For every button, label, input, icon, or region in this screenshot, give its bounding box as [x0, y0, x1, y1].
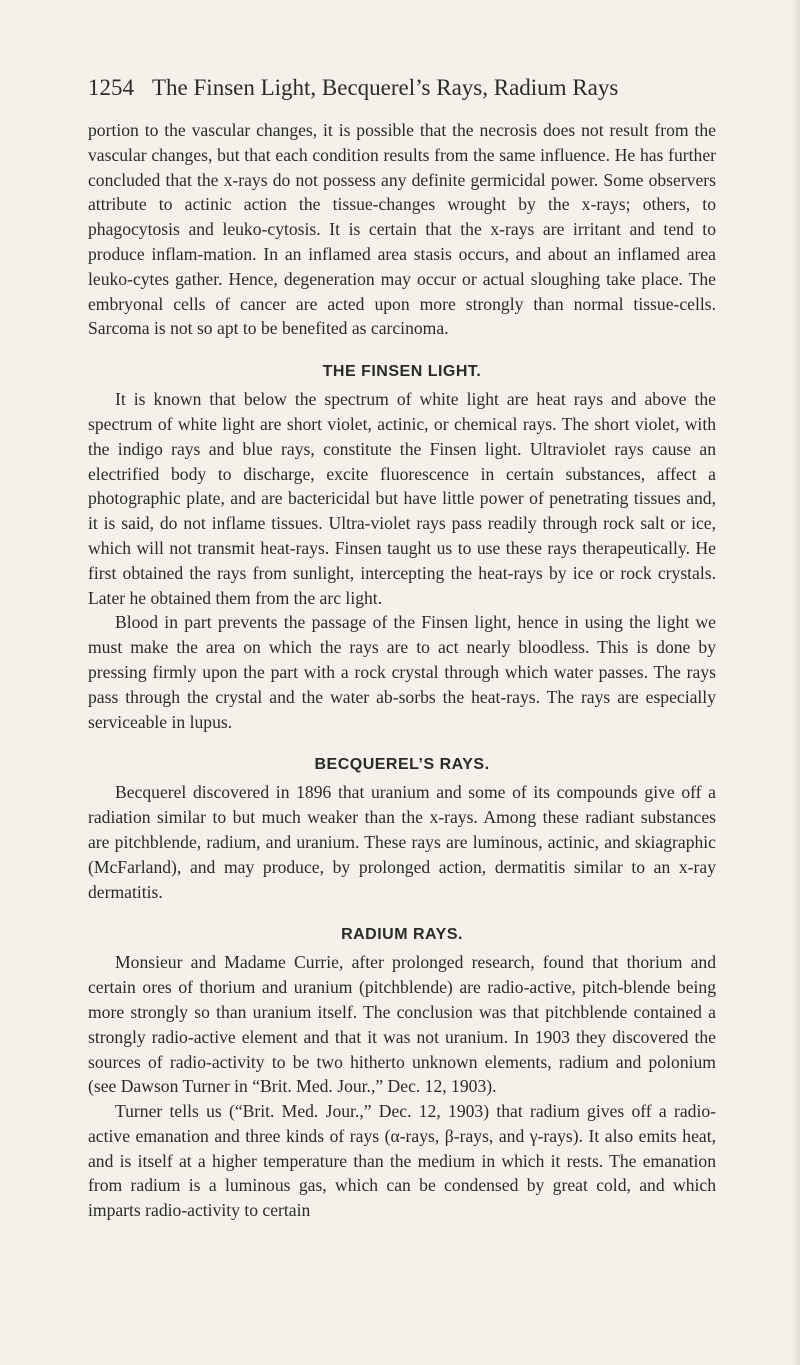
paragraph-continuation: portion to the vascular changes, it is possible that the necrosis does not result from the vascular changes, but that each condition results from the same influence. He has further concluded that the x-rays do not possess any definite germicidal power. Some observers attribute to actinic action the tissue-changes wrought by the x-rays; others, to phagocytosis and leuko-cytosis. It is certain that the x-rays are irritant and tend to produce inflam-mation. In an inflamed area stasis occurs, and about an inflamed area leuko-cytes gather. Hence, degeneration may occur or actual sloughing take place. The embryonal cells of cancer are acted upon more strongly than normal tissue-cells. Sarcoma is not so apt to be benefited as carcinoma.	[88, 120, 716, 339]
running-title: The Finsen Light, Becquerel’s Rays, Radium Rays	[152, 75, 619, 100]
paragraph-curie-research: Monsieur and Madame Currie, after prolonged research, found that thorium and certain ores of thorium and uranium (pitchblende) are radio-active, pitch-blende being more strongly so than uranium itself. The conclusion was that pitchblende contained a strongly radio-active element and that it was not uranium. In 1903 they discovered the sources of radio-activity to be two hitherto unknown elements, radium and polonium (see Dawson Turner in “Brit. Med. Jour.,” Dec. 12, 1903).	[88, 952, 716, 1097]
heading-radium-rays: RADIUM RAYS.	[341, 926, 463, 944]
heading-becquerel-rays: BECQUEREL’S RAYS.	[314, 756, 490, 774]
paragraph-becquerel: Becquerel discovered in 1896 that uranium and some of its compounds give off a radiation similar to but much weaker than the x-rays. Among these radiant substances are pitchblende, radium, and uranium. These rays are luminous, actinic, and skiagraphic (McFarland), and may produce, by prolonged action, dermatitis similar to an x-ray dermatitis.	[88, 782, 716, 902]
heading-finsen-light: THE FINSEN LIGHT.	[322, 363, 482, 381]
body-text	[88, 118, 716, 1223]
running-head	[88, 73, 728, 103]
paragraph-turner-radium: Turner tells us (“Brit. Med. Jour.,” Dec. 12, 1903) that radium gives off a radio-active emanation and three kinds of rays (α-rays, β-rays, and γ-rays). It also emits heat, and is itself at a higher temperature than the medium in which it rests. The emanation from radium is a luminous gas, which can be condensed by great cold, and which imparts radio-activity to certain	[88, 1101, 716, 1221]
paragraph-finsen-spectrum: It is known that below the spectrum of white light are heat rays and above the spectrum of white light are short violet, actinic, or chemical rays. The short violet, with the indigo rays and blue rays, constitute the Finsen light. Ultraviolet rays cause an electrified body to discharge, excite fluorescence in certain substances, affect a photographic plate, and are bactericidal but have little power of penetrating tissues and, it is said, do not inflame tissues. Ultra-violet rays pass readily through rock salt or ice, which will not transmit heat-rays. Finsen taught us to use these rays therapeutically. He first obtained the rays from sunlight, intercepting the heat-rays by ice or rock crystals. Later he obtained them from the arc light.	[88, 389, 716, 608]
page-number: 1254	[88, 75, 134, 100]
paragraph-finsen-blood: Blood in part prevents the passage of the Finsen light, hence in using the light we must make the area on which the rays are to act nearly bloodless. This is done by pressing firmly upon the part with a rock crystal through which water passes. The rays pass through the crystal and the water ab-sorbs the heat-rays. The rays are especially serviceable in lupus.	[88, 612, 716, 732]
page-edge-shadow	[792, 0, 800, 1365]
